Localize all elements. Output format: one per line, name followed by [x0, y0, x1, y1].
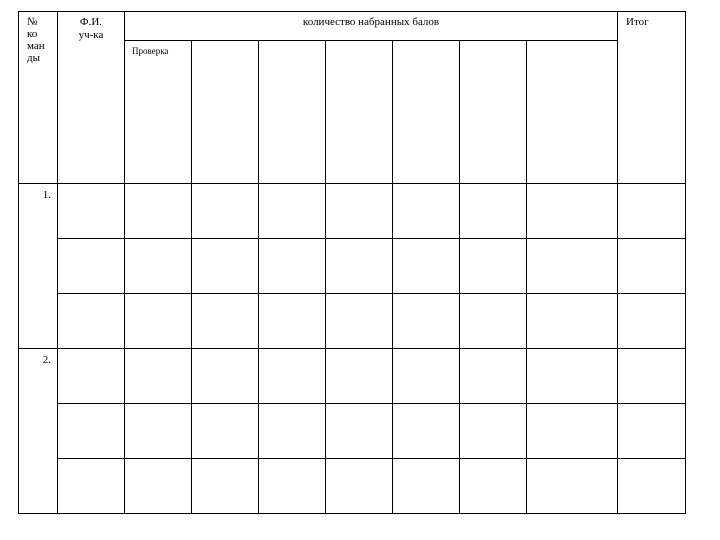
score-cell [393, 184, 460, 239]
table-row [19, 184, 686, 239]
score-cell [326, 184, 393, 239]
total-cell [618, 239, 686, 294]
score-cell [527, 349, 618, 404]
score-cell [125, 294, 192, 349]
score-cell [259, 239, 326, 294]
table-row [19, 349, 686, 404]
total-header: Итог [618, 12, 686, 184]
score-cell [460, 404, 527, 459]
score-cell [259, 294, 326, 349]
score-cell [125, 184, 192, 239]
score-cell [527, 239, 618, 294]
score-cell [527, 184, 618, 239]
score-cell [527, 459, 618, 514]
score-column-header [460, 41, 527, 184]
score-cell [192, 239, 259, 294]
points-header: количество набранных балов [125, 12, 618, 41]
total-cell [618, 184, 686, 239]
score-cell [125, 239, 192, 294]
score-cell [326, 294, 393, 349]
score-cell [393, 294, 460, 349]
score-cell [393, 404, 460, 459]
score-cell [192, 404, 259, 459]
total-cell [618, 404, 686, 459]
score-cell [259, 459, 326, 514]
participant-cell [58, 404, 125, 459]
total-cell [618, 349, 686, 404]
score-cell [393, 349, 460, 404]
score-column-header [326, 41, 393, 184]
score-cell [259, 349, 326, 404]
team-number-header: № ко ман ды [19, 12, 58, 184]
participant-cell [58, 239, 125, 294]
participant-name-header: Ф.И. уч-ка [58, 12, 125, 184]
score-cell [259, 184, 326, 239]
score-cell [259, 404, 326, 459]
score-column-header [527, 41, 618, 184]
score-cell [460, 349, 527, 404]
score-cell [460, 294, 527, 349]
score-cell [125, 459, 192, 514]
score-cell [460, 459, 527, 514]
score-cell [527, 404, 618, 459]
score-cell [192, 294, 259, 349]
score-cell [326, 239, 393, 294]
team-number-cell: 2. [19, 349, 58, 514]
score-cell [527, 294, 618, 349]
total-cell [618, 459, 686, 514]
participant-cell [58, 294, 125, 349]
score-cell [326, 404, 393, 459]
score-column-header [259, 41, 326, 184]
table-row [19, 239, 686, 294]
score-cell [460, 239, 527, 294]
team-number-cell: 1. [19, 184, 58, 349]
score-column-header [393, 41, 460, 184]
table-row [19, 294, 686, 349]
score-table [18, 11, 686, 514]
participant-cell [58, 184, 125, 239]
total-cell [618, 294, 686, 349]
score-cell [192, 184, 259, 239]
header-row [19, 12, 686, 41]
participant-cell [58, 459, 125, 514]
table-row [19, 459, 686, 514]
score-cell [192, 349, 259, 404]
score-cell [460, 184, 527, 239]
score-cell [125, 404, 192, 459]
participant-cell [58, 349, 125, 404]
check-header: Проверка [125, 41, 192, 184]
score-cell [125, 349, 192, 404]
score-cell [192, 459, 259, 514]
score-cell [393, 239, 460, 294]
score-cell [393, 459, 460, 514]
score-column-header [192, 41, 259, 184]
score-cell [326, 459, 393, 514]
table-row [19, 404, 686, 459]
score-cell [326, 349, 393, 404]
